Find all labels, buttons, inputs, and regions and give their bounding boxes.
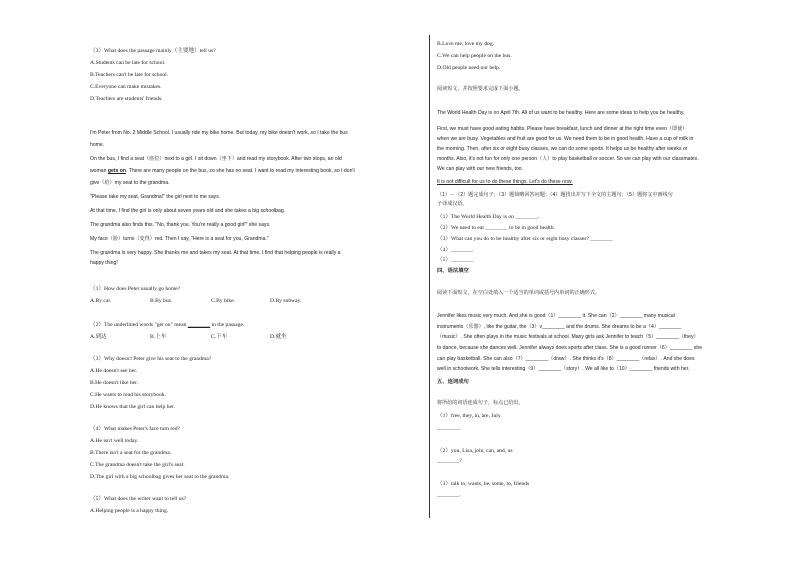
passage-line: when we are busy. Vegetables and fruit are good for us. We need them to be in good health. Have a cup of milk in — [437, 136, 694, 142]
task-item: （1）The World Health Day is on ________. — [437, 214, 540, 220]
option-a: A.By car. — [90, 298, 112, 304]
option-c: C.Everyone can make mistakes. — [90, 84, 162, 90]
option-a: A.Students can be late for school. — [90, 60, 166, 66]
question-text: （3）Why doesn't Peter give his seat to the grandma? — [90, 356, 212, 362]
option-b: B.Teachers can't be late for school. — [90, 72, 169, 78]
underlined-sentence — [437, 179, 573, 186]
passage-line: （music）. She often plays in the music festivals at school. Many girls ask Jennifer to teach（5）________（they） — [437, 334, 699, 340]
option-d: D.The girl with a big schoolbag gives her seat to the grandma. — [90, 474, 230, 480]
option-d: D.By subway. — [270, 298, 302, 304]
column-divider — [429, 35, 430, 518]
answer-blank: ________. — [437, 425, 461, 431]
option-b: B.He doesn't like her. — [90, 380, 139, 386]
question-text: （2）you, Lisa, join, can, and, us — [437, 448, 513, 454]
option-c: C.He wants to read his storybook. — [90, 392, 166, 398]
question-text: （3）What does the passage mainly（主要地）tell us? — [90, 48, 216, 54]
option-c: C.下车 — [211, 334, 228, 340]
passage-line: The World Health Day is on April 7th. All of us want to be healthy. Here are some ideas to help you be healthy. — [437, 110, 685, 116]
passage-line: "Please take my seat, Grandma!" the girl next to me says. — [90, 194, 221, 200]
passage-line: I'm Peter from No. 2 Middle School. I usually ride my bike home. But today, my bike doesn't work, so I take the bus — [90, 130, 348, 136]
option-c: C.By bike. — [211, 298, 236, 304]
passage-line: My face（脸）turns（变得）red. Then I say, "Here is a seat for you, Grandma." — [90, 236, 269, 242]
passage-line: We can play with our new friends, too. — [437, 166, 523, 172]
option-b: B.上车 — [150, 334, 167, 340]
option-d: D.He knows that the girl can help her. — [90, 404, 175, 410]
option-d: D.就坐 — [270, 334, 287, 340]
option-c: C.The grandma doesn't take the girl's seat. — [90, 462, 185, 468]
option-d: D.Old people need our help. — [437, 65, 501, 71]
question-text: （1）free, they, in, are, July — [437, 413, 501, 419]
answer-blank: ________. — [437, 492, 461, 498]
passage-line: can play basketball. She can also（7）________（draw）. She thinks it's（8）________（relax）. And she does — [437, 356, 695, 362]
task-item: （5）________ — [437, 257, 474, 263]
passage-line: First, we must have good eating habits. Please have breakfast, lunch and dinner at the right time even（即使） — [437, 126, 688, 132]
passage-line: instruments（乐器）, like the guitar, the（3）v________ and the drums. She dreams to be a（4）________ — [437, 324, 682, 330]
option-b: B.Love me, love my dog. — [437, 41, 495, 47]
question-text: （3）talk to, wants, he, some, to, friends — [437, 481, 530, 487]
option-a: A.He isn't well today. — [90, 438, 139, 444]
section-title: 五、连词成句 — [437, 379, 469, 385]
passage-line: Jennifer likes music very much. And she is good（1）________ it. She can（2）________ many musical — [437, 313, 675, 319]
section-instruction: 将所给的词语连成句子，标点已给出。 — [437, 400, 524, 406]
option-a: A.Helping people is a happy thing. — [90, 508, 169, 514]
passage-line: to dance, because she dances well. Jennifer always does sports after class. She is a good runner（6）________ she — [437, 345, 703, 351]
passage-line: woman gets on. There are many people on the bus, so she has no seat. I want to read my interesting book, so I don't — [90, 168, 355, 174]
option-c: C.We can help people on the bus. — [437, 53, 512, 59]
passage-line: The grandma is very happy. She thanks me and takes my seat. At that time, I find that helping people is really a — [90, 250, 341, 256]
option-d: D.Teachers are students' friends. — [90, 96, 163, 102]
passage-line: well in schoolwork. She tells interesting（9）________（story）. We all like to（10）________ friends with her. — [437, 366, 690, 372]
passage-line: months. Also, it's not fun for only one person（人）to play basketball or soccer. So we can play with our classmates. — [437, 156, 699, 162]
task-instruction: （1）－（2）题完成句子；（3）题简略回答问题；（4）题找出并写下全文的主题句；（5）题将文中画线句 — [437, 192, 673, 198]
reading-instruction: 阅读短文，并按照要求完成下面小题。 — [437, 86, 524, 92]
section-title: 四、语法填空 — [437, 268, 469, 274]
passage-line: home. — [90, 142, 105, 148]
answer-blank: ________? — [437, 458, 462, 464]
option-row — [90, 298, 302, 305]
passage-line: give（给）my seat to the grandma. — [90, 180, 170, 186]
underlined-text: It is not difficult for us to do these things. Let's do these now. — [437, 179, 573, 185]
passage-line: happy thing! — [90, 260, 118, 266]
section-instruction: 阅读下面短文，在空白处填入一个适当的单词或括号内单词的正确形式。 — [437, 290, 601, 296]
task-item: （3）What can you do to be healthy after six or eight busy classes? ________ — [437, 236, 613, 242]
passage-line: At that time, I find the girl is only about seven years old and she takes a big schoolbag. — [90, 208, 286, 214]
question-text: （1）How does Peter usually go home? — [90, 286, 181, 292]
task-instruction: 子译成汉语。 — [437, 201, 468, 207]
option-a: A.到达 — [90, 334, 107, 340]
option-b: B.By bus. — [150, 298, 173, 304]
question-text: （5）What does the writer want to tell us? — [90, 496, 187, 502]
option-b: B.There isn't a seat for the grandma. — [90, 450, 172, 456]
passage-line: The grandma also finds this. "No, thank you. You're really a good girl!" she says. — [90, 222, 271, 228]
passage-line: On the bus, I find a seat（座位）next to a girl. I sit down（坐下）and read my storybook. After two stops, an old — [90, 156, 342, 162]
task-item: （4）________ — [437, 247, 474, 253]
question-text: （2）The underlined words "get on" mean ________ in the passage. — [90, 322, 245, 328]
task-item: （2）We need to eat ________ to be in good health. — [437, 225, 555, 231]
option-a: A.He doesn't see her. — [90, 368, 138, 374]
option-row — [90, 334, 287, 341]
question-text: （4）What makes Peter's face turn red? — [90, 426, 181, 432]
passage-line: the morning. Then, after six or eight busy classes, we can do some sports. It helps us be healthy after weeks or — [437, 146, 688, 152]
